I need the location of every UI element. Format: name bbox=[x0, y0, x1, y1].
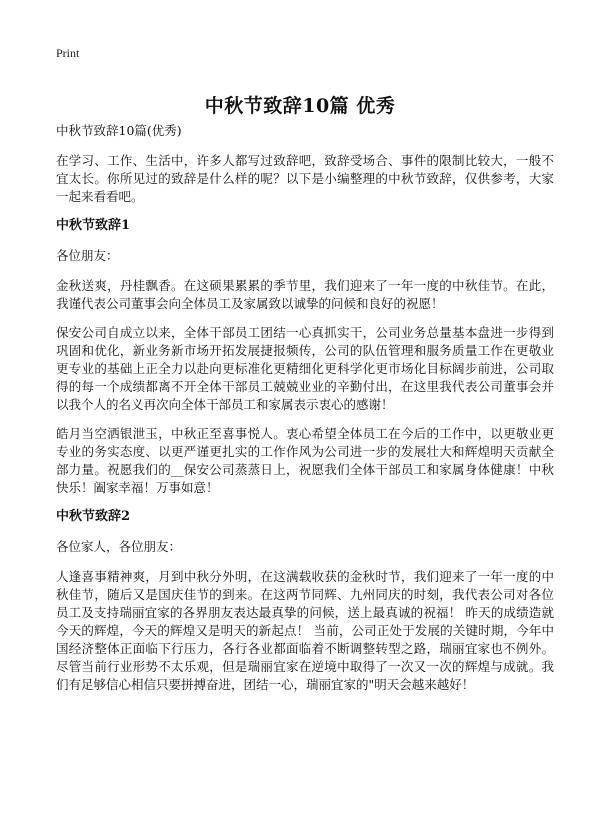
section-heading: 中秋节致辞1 bbox=[56, 218, 131, 233]
print-label: Print bbox=[56, 46, 80, 60]
body-paragraph: 保安公司自成立以来，全体干部员工团结一心真抓实干，公司业务总量基本盘进一步得到巩固和优化，新业务新市场开拓发展捷报频传，公司的队伍管理和服务质量工作在更敬业更专业的基础上正全力以赴向更标准化更精细化更科学化更市场化目标阔步前进，公司取得的每一个成绩都离不开全体干部员工兢兢业业的辛勤付出，在这里我代表公司董事会并以我个人的名义再次向全体干部员工和家属表示衷心的感谢！ bbox=[56, 325, 554, 412]
document-title: 中秋节致辞10篇 优秀 bbox=[204, 94, 396, 117]
body-paragraph: 人逢喜事精神爽，月到中秋分外明，在这满载收获的金秋时节，我们迎来了一年一度的中秋佳节，随后又是国庆佳节的到来。在这两节同辉、九州同庆的时刻，我代表公司对各位员工及支持瑞丽宜家的各界朋友表达最真挚的问候，送上最真诚的祝福！ 昨天的成绩造就今天的辉煌，今天的辉煌又是明天的新起点！ 当前，公司正处于发展的关键时期，今年中国经济整体正面临下行压力，各行各业都面临着不断调整转型之路，瑞丽宜家也不例外。尽管当前行业形势不太乐观，但是瑞丽宜家在逆境中取得了一次又一次的辉煌与成就。我们有足够信心相信只要拼搏奋进，团结一心，瑞丽宜家的"明天会越来越好！ bbox=[56, 569, 554, 692]
intro-paragraph: 在学习、工作、生活中，许多人都写过致辞吧，致辞受场合、事件的限制比较大，一般不宜太长。你所见过的致辞是什么样的呢？以下是小编整理的中秋节致辞，仅供参考，大家一起来看看吧。 bbox=[56, 153, 554, 204]
body-paragraph: 皓月当空洒银泄玉，中秋正至喜事悦人。衷心希望全体员工在今后的工作中，以更敬业更专业的务实态度、以更严谨更扎实的工作作风为公司进一步的发展壮大和辉煌明天贡献全部力量。祝愿我们的__保安公司蒸蒸日上，祝愿我们全体干部员工和家属身体健康！中秋快乐！阖家幸福！万事如意！ bbox=[56, 426, 554, 495]
section-greeting: 各位朋友： bbox=[56, 248, 119, 263]
section-greeting: 各位家人，各位朋友： bbox=[56, 539, 182, 554]
document-subtitle: 中秋节致辞10篇(优秀) bbox=[56, 123, 182, 138]
document-body bbox=[56, 122, 554, 705]
section-heading: 中秋节致辞2 bbox=[56, 509, 131, 524]
body-paragraph: 金秋送爽，丹桂飘香。在这硕果累累的季节里，我们迎来了一年一度的中秋佳节。在此，我谨代表公司董事会向全体员工及家属致以诚挚的问候和良好的祝愿！ bbox=[56, 278, 554, 311]
